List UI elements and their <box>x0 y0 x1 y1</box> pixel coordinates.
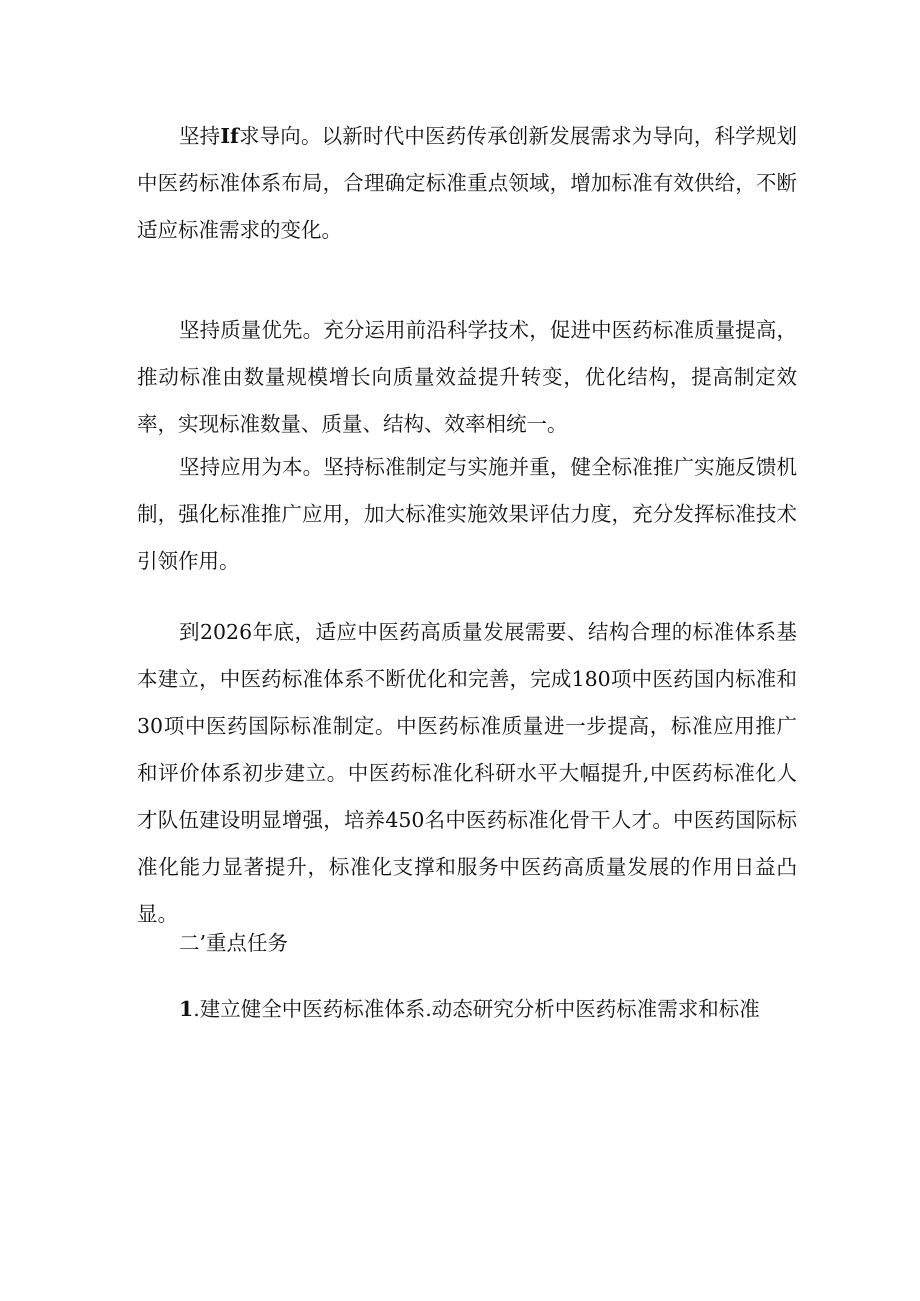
task-item-number: 1 <box>179 997 194 1021</box>
paragraph-2026-goals: 到2026年底，适应中医药高质量发展需要、结构合理的标准体系基本建立，中医药标准体系不断优化和完善，完成180项中医药国内标准和30项中医药国际标准制定。中医药标准质量进一步提高，标准应用推广和评价体系初步建立。中医药标准化科研水平大幅提升,中医药标准化人才队伍建设明显增强，培养450名中医药标准化骨干人才。中医药国际标准化能力显著提升，标准化支撑和服务中医药高质量发展的作用日益凸显。 <box>137 620 797 926</box>
task-item-text: .建立健全中医药标准体系.动态研究分析中医药标准需求和标准 <box>193 997 760 1021</box>
section-heading-key-tasks: 二’重点任务 <box>179 931 289 955</box>
paragraph-lead-rest: 求导向。 <box>238 124 322 148</box>
paragraph-lead-odd-glyphs: If <box>220 124 239 148</box>
paragraph-body: 以新时代中医药传承创新发展需求为导向，科学规划中医药标准体系布局，合理确定标准重点领域，增加标准有效供给，不断适应标准需求的变化。 <box>137 124 798 242</box>
task-item-1 <box>179 986 760 1033</box>
paragraph-application-based: 坚持应用为本。坚持标准制定与实施并重，健全标准推广实施反馈机制，强化标准推广应用，加大标准实施效果评估力度，充分发挥标准技术引领作用。 <box>137 455 797 573</box>
paragraph-demand-oriented <box>137 113 797 254</box>
paragraph-lead-label: 坚持 <box>179 124 221 148</box>
paragraph-quality-first: 坚持质量优先。充分运用前沿科学技术，促进中医药标准质量提高，推动标准由数量规模增长向质量效益提升转变，优化结构，提高制定效率，实现标准数量、质量、结构、效率相统一。 <box>137 318 797 436</box>
